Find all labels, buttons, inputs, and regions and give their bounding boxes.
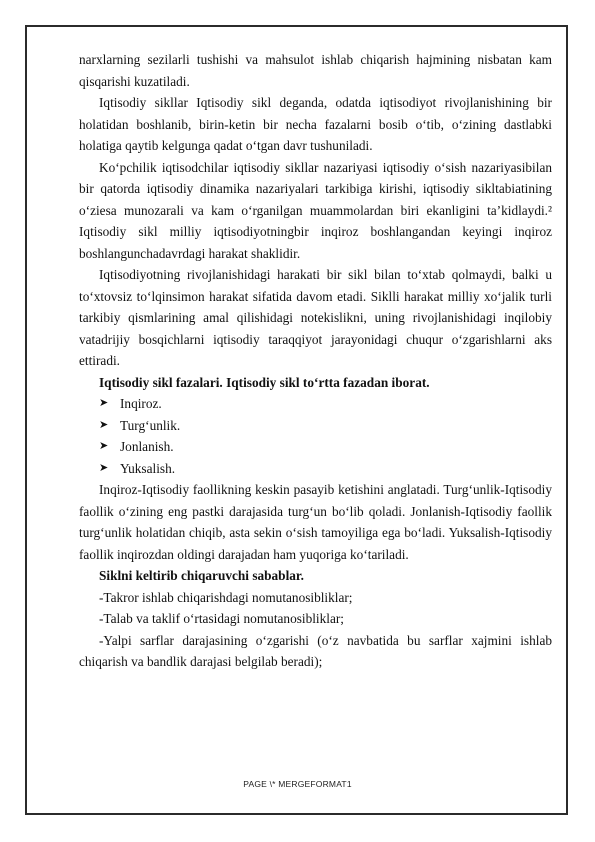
arrowhead-bullet-icon: ➤ xyxy=(99,461,109,474)
phase-label: Yuksalish. xyxy=(120,460,176,476)
phase-label: Inqiroz. xyxy=(120,396,162,411)
arrowhead-bullet-icon: ➤ xyxy=(99,440,109,452)
page-footer-field: PAGE \* MERGEFORMAT1 xyxy=(243,779,352,789)
heading-cycle-phases: Iqtisodiy sikl fazalari. Iqtisodiy sikl to‘rtta fazadan iborat. xyxy=(99,374,430,390)
paragraph-phase-descriptions: Inqiroz-Iqtisodiy faollikning keskin pasayib ketishini anglatadi. Turg‘unlik-Iqtisodiy faollik o‘zining eng pastki darajasida turg‘un bo‘lib qoladi. Jonlanish-Iqtisodiy faollik turg‘unlik holatidan chiqib, asta sekin o‘sish tamoyiliga ega bo‘ladi. Yuksalish-Iqtisodiy faollik inqirozdan oldingi darajadan ham yuqoriga ko‘tariladi. xyxy=(79,482,552,562)
phase-list xyxy=(79,393,552,479)
list-item xyxy=(99,415,552,437)
document-body xyxy=(79,49,552,673)
paragraph-economists-view: Ko‘pchilik iqtisodchilar iqtisodiy sikllar nazariyasi iqtisodiy o‘sish nazariyasibilan bir qatorda iqtisodiy dinamika nazariyalari tarkibiga kirishi, iqtisodiy sikltabiatining o‘ziesa munozarali va kam o‘rganilgan muammolardan biri ekanligini ta’kidlaydi.² Iqtisodiy sikl milliy iqtisodiyotningbir inqiroz boshlangandan keyingi inqiroz boshlangunchadavrdagi harakat shaklidir. xyxy=(79,159,552,261)
arrowhead-bullet-icon: ➤ xyxy=(99,397,109,409)
cause-item: -Talab va taklif o‘rtasidagi nomutanosibliklar; xyxy=(99,611,344,626)
list-item xyxy=(99,393,552,415)
phase-label: Jonlanish. xyxy=(120,439,174,454)
paragraph-wave-movement: Iqtisodiyotning rivojlanishidagi harakati bir sikl bilan to‘xtab qolmaydi, balki u to‘xtovsiz to‘lqinsimon harakat sifatida davom etadi. Siklli harakat milliy xo‘jalik turli tarkibiy qismlarining amal qilishidagi notekislikni, uning rivojlanishidagi inqilobiy vatadrijiy bosqichlarni iqtisodiy taraqqiyot jarayonidagi chuqur o‘zgarishlarni aks ettiradi. xyxy=(79,267,552,368)
heading-cycle-causes: Siklni keltirib chiqaruvchi sabablar. xyxy=(99,568,304,583)
list-item xyxy=(99,436,552,458)
phase-label: Turg‘unlik. xyxy=(120,417,181,433)
paragraph-continuation: narxlarning sezilarli tushishi va mahsulot ishlab chiqarish hajmining nisbatan kam qisqarishi kuzatiladi. xyxy=(79,52,552,89)
arrowhead-bullet-icon: ➤ xyxy=(99,418,109,431)
list-item xyxy=(99,458,552,480)
cause-item: -Takror ishlab chiqarishdagi nomutanosibliklar; xyxy=(99,589,353,605)
paragraph-economic-cycles-definition: Iqtisodiy sikllar Iqtisodiy sikl deganda, odatda iqtisodiyot rivojlanishining bir holatidan boshlanib, birin-ketin bir necha fazalarni bosib o‘tib, o‘zining dastlabki holatiga qaytib kelgunga qadat o‘tgan davr tushuniladi. xyxy=(79,95,552,153)
cause-item: -Yalpi sarflar darajasining o‘zgarishi (o‘z navbatida bu sarflar xajmini ishlab chiqarish va bandlik darajasi belgilab beradi); xyxy=(79,632,552,669)
